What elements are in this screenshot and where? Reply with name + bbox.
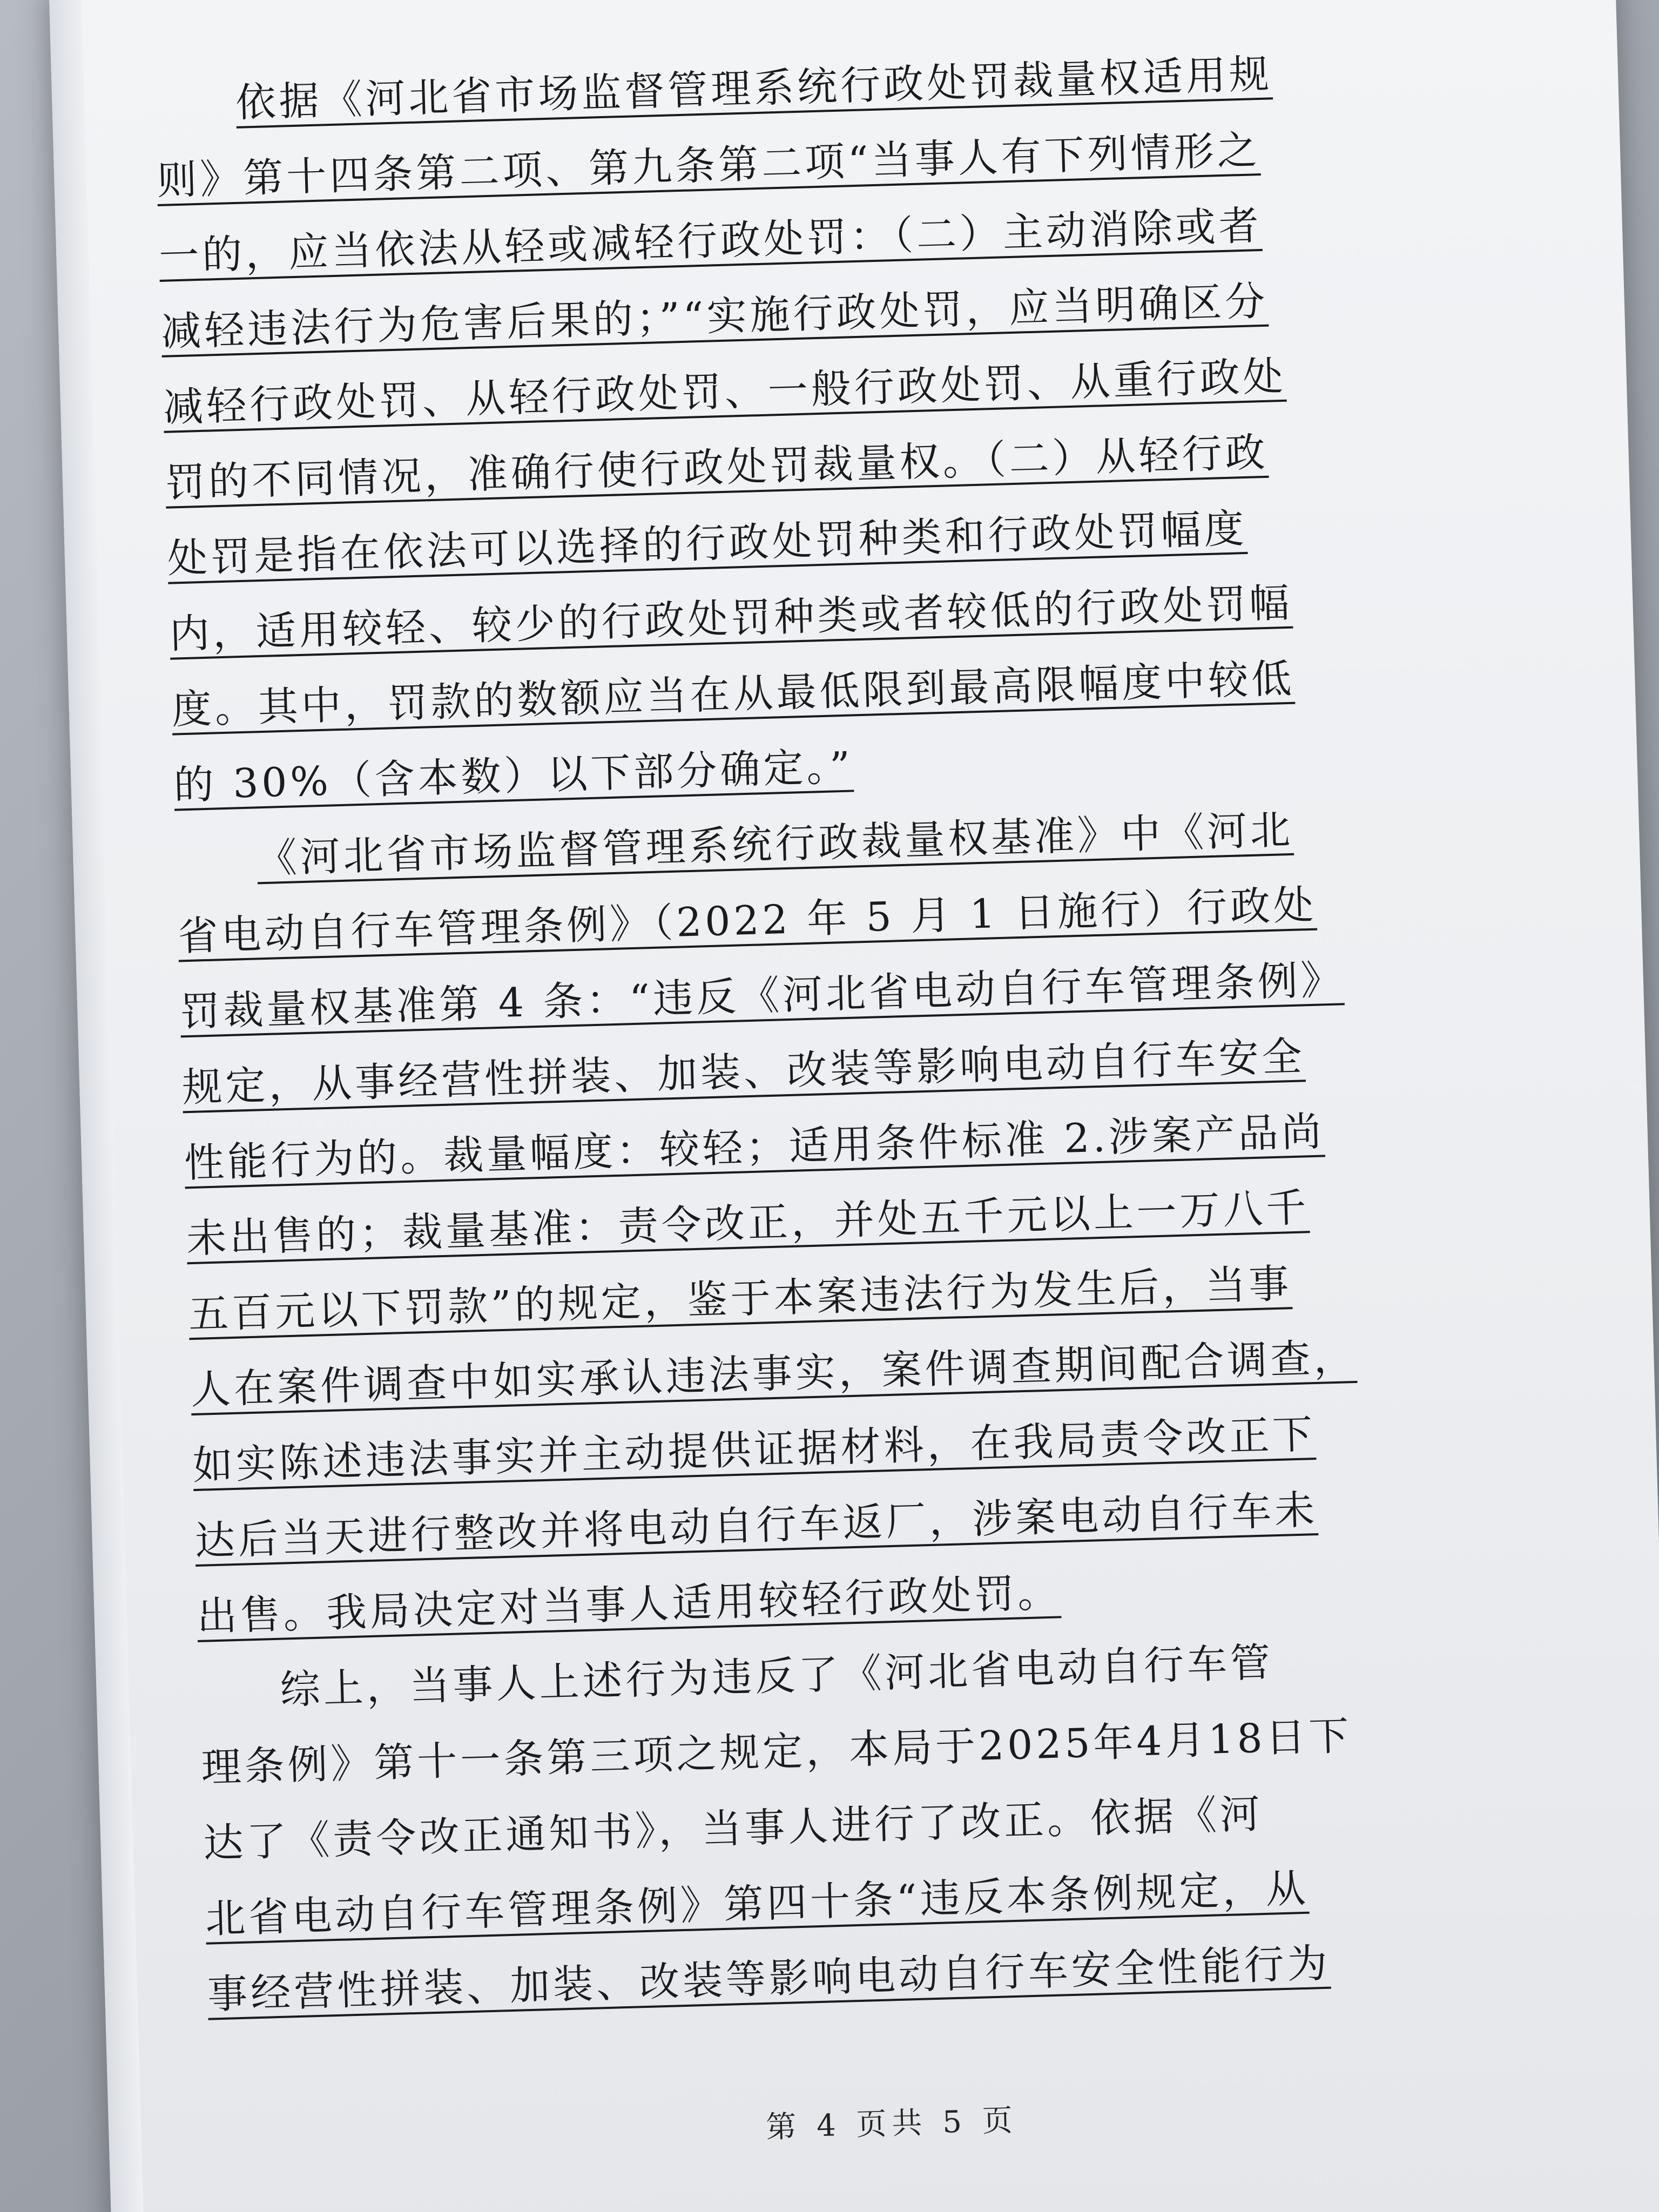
text-line: 的 30%（含本数）以下部分确定。” [173,743,854,809]
text-line: 《河北省市场监督管理系统行政裁量权基准》中《河北 [256,806,1294,882]
text-line: 一的，应当依法从轻或减轻行政处罚：（二）主动消除或者 [158,202,1263,280]
text-line: 则》第十四条第二项、第九条第二项“当事人有下列情形之 [156,126,1261,205]
text-line: 罚的不同情况，准确行使行政处罚裁量权。（二）从轻行政 [164,429,1269,507]
text-line: 省电动自行车管理条例》（2022 年 5 月 1 日施行）行政处 [177,881,1318,960]
text-line: 达后当天进行整改并将电动自行车返厂，涉案电动自行车未 [194,1486,1319,1565]
text-line: 内，适用较轻、较少的行政处罚种类或者较低的行政处罚幅 [168,579,1293,658]
document-body [154,30,1569,2033]
text-line: 未出售的；裁量基准：责令改正，并处五千元以上一万八千 [186,1184,1310,1263]
text-line: 事经营性拼装、加装、改装等影响电动自行车安全性能行为 [207,1940,1331,2018]
text-line: 性能行为的。裁量幅度：较轻；适用条件标准 2.涉案产品尚 [184,1108,1325,1187]
text-line: 减轻违法行为危害后果的；”“实施行政处罚，应当明确区分 [160,278,1269,355]
text-line: 理条例》第十一条第三项之规定，本局于2025年4月18日下 [200,1712,1353,1791]
page-edge [49,0,146,2212]
page-number: 第 4 页共 5 页 [765,2102,1019,2145]
text-line: 罚裁量权基准第 4 条：“违反《河北省电动自行车管理条例》 [179,956,1345,1036]
text-line: 如实陈述违法事实并主动提供证据材料，在我局责令改正下 [192,1411,1317,1489]
text-line: 处罚是指在依法可以选择的行政处罚种类和行政处罚幅度 [166,505,1248,582]
text-line: 达了《责令改正通知书》，当事人进行了改正。依据《河 [203,1791,1264,1867]
text-line: 出售。我局决定对当事人适用较轻行政处罚。 [196,1569,1062,1640]
text-line: 依据《河北省市场监督管理系统行政处罚裁量权适用规 [235,51,1273,126]
text-line: 综上，当事人上述行为违反了《河北省电动自行车管 [279,1639,1274,1714]
document-page [49,0,1659,2212]
text-line: 度。其中，罚款的数额应当在从最低限到最高限幅度中较低 [171,655,1296,733]
text-line: 北省电动自行车管理条例》第四十条“违反本条例规定，从 [205,1865,1310,1943]
text-line: 人在案件调查中如实承认违法事实，案件调查期间配合调查， [190,1334,1358,1414]
text-line: 规定，从事经营性拼装、加装、改装等影响电动自行车安全 [181,1033,1306,1111]
text-line: 五百元以下罚款”的规定，鉴于本案违法行为发生后，当事 [187,1260,1293,1338]
text-line: 减轻行政处罚、从轻行政处罚、一般行政处罚、从重行政处 [163,353,1287,431]
